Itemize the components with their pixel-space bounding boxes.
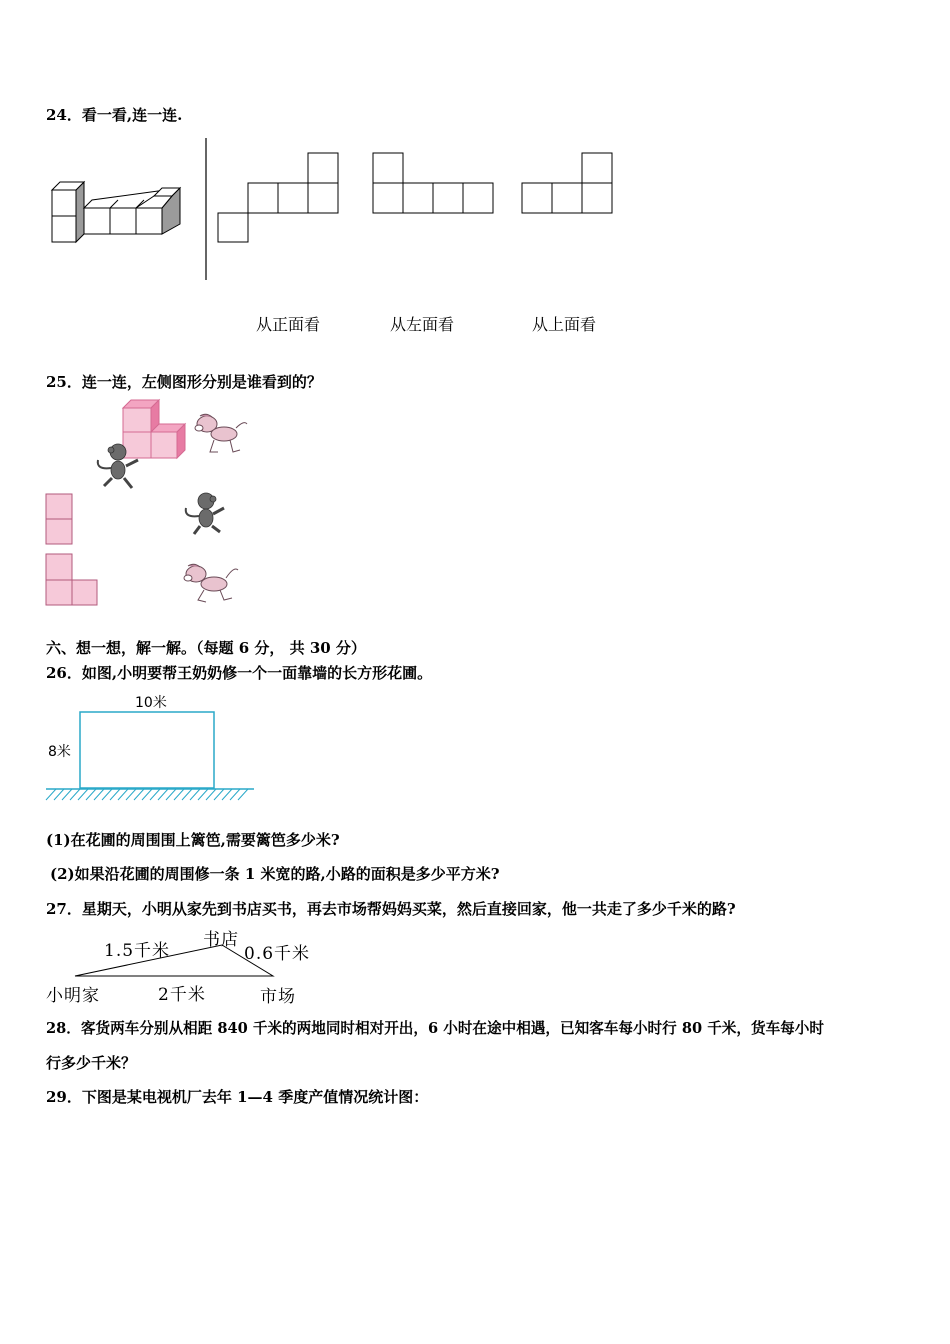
q27-label-home-market: 2千米 [158, 985, 206, 1005]
q27-label-bookstore: 书店 [203, 930, 239, 950]
q24-title: 24．看一看,连一连. [46, 106, 183, 124]
q26-width-label: 10米 [135, 695, 167, 711]
q28-line1: 28．客货两车分别从相距 840 千米的两地同时相对开出，6 小时在途中相遇，已知客车每小时行 80 千米，货车每小时 [46, 1020, 824, 1037]
q26-height-label: 8米 [48, 744, 71, 760]
q27-label-market: 市场 [260, 987, 296, 1007]
q24-label-front: 从正面看 [256, 315, 321, 334]
q27-label-home: 小明家 [46, 986, 100, 1006]
q27-label-home-bookstore: 1.5千米 [104, 941, 171, 961]
section6-title: 六、想一想，解一解。（每题 6 分， 共 30 分） [46, 639, 366, 657]
q26-title: 26．如图,小明要帮王奶奶修一个一面靠墙的长方形花圃。 [46, 664, 433, 682]
q24-label-left: 从左面看 [390, 315, 455, 334]
q24-label-top: 从上面看 [532, 315, 597, 334]
q27-title: 27．星期天，小明从家先到书店买书，再去市场帮妈妈买菜，然后直接回家，他一共走了多少千米的路? [46, 900, 736, 918]
q25-title: 25．连一连，左侧图形分别是谁看到的？ [46, 373, 322, 391]
q27-label-bookstore-market: 0.6千米 [244, 944, 311, 964]
q26-sub1: (1)在花圃的周围围上篱笆,需要篱笆多少米? [46, 831, 340, 849]
q29-title: 29．下图是某电视机厂去年 1—4 季度产值情况统计图： [46, 1088, 429, 1106]
q28-line2: 行多少千米？ [46, 1054, 137, 1072]
q26-sub2: (2)如果沿花圃的周围修一条 1 米宽的路,小路的面积是多少平方米? [50, 865, 500, 883]
